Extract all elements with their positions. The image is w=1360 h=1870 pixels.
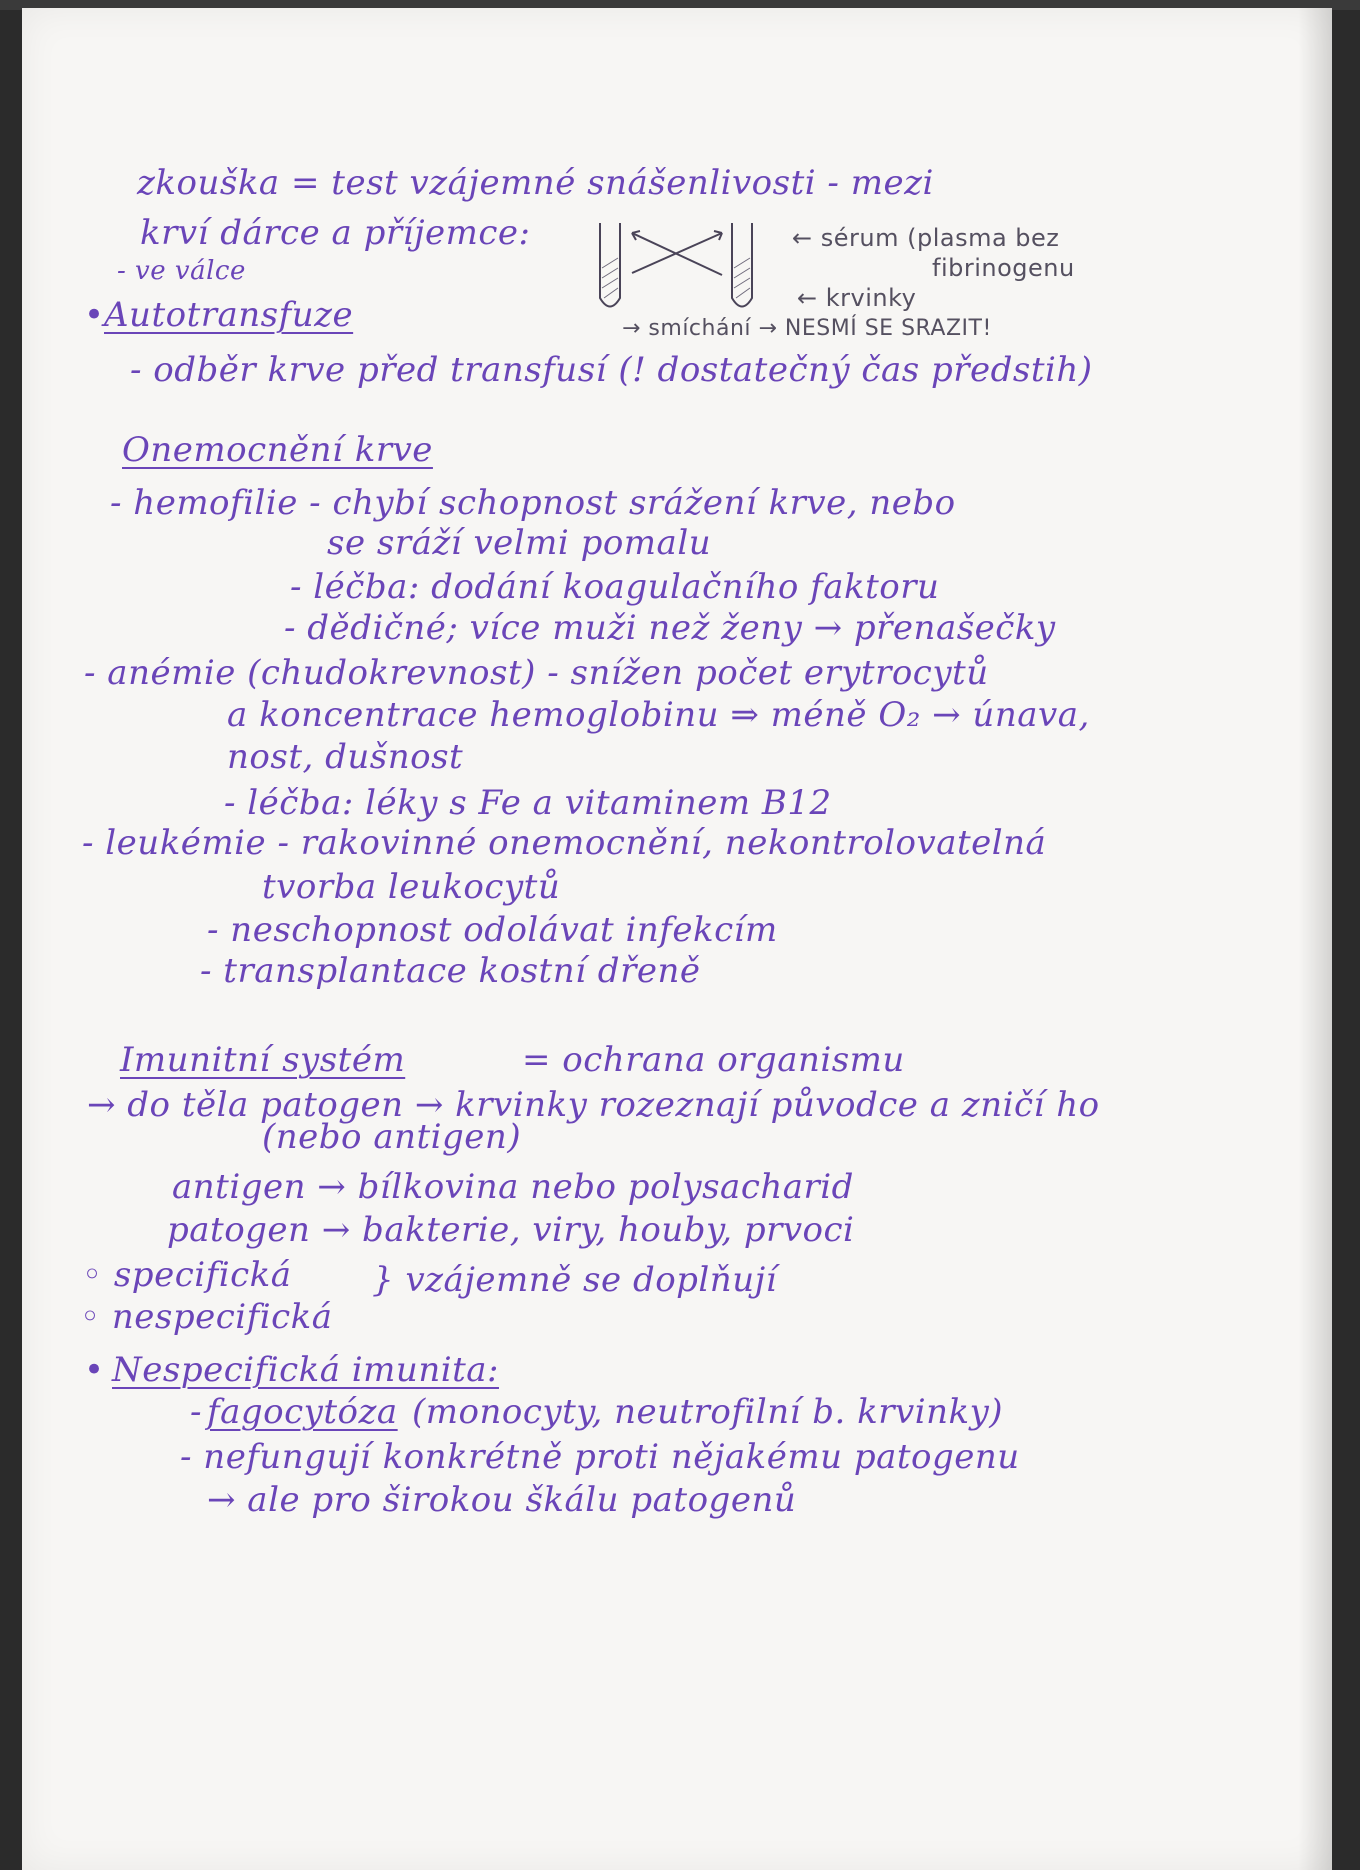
line-anemie-3: nost, dušnost	[227, 737, 464, 777]
line-hemofilie-3: - léčba: dodání koagulačního faktoru	[290, 567, 940, 607]
line-anemie-2: a koncentrace hemoglobinu ⇒ méně O₂ → únava,	[227, 695, 1090, 735]
line-leukemie-2: tvorba leukocytů	[262, 867, 561, 907]
line-imunitni-2: (nebo antigen)	[262, 1117, 522, 1157]
line-nespecificka: ◦ nespecifická	[80, 1297, 333, 1337]
line-zkouska: zkouška = test vzájemné snášenlivosti - mezi	[137, 163, 934, 203]
line-leukemie-1: - leukémie - rakovinné onemocnění, nekontrolovatelná	[82, 823, 1047, 863]
sketch-label-serum: ← sérum (plasma bez	[792, 224, 1060, 252]
binding-shadow	[1298, 8, 1332, 1870]
sketch-label-krvinky: ← krvinky	[797, 284, 917, 312]
heading-autotransfuze: Autotransfuze	[104, 295, 354, 335]
line-anemie-4: - léčba: léky s Fe a vitaminem B12	[224, 783, 832, 823]
line-fagocytoza-label: fagocytóza	[207, 1392, 398, 1432]
line-imunitni-1: → do těla patogen → krvinky rozeznají původce a zničí ho	[87, 1085, 1100, 1125]
line-krvi-darce: krví dárce a příjemce:	[140, 213, 531, 253]
line-ve-valce: - ve válce	[117, 256, 246, 286]
line-vzajemne-doplnuji: } vzájemně se doplňují	[372, 1260, 778, 1300]
fagocytoza-dash: -	[190, 1392, 202, 1432]
line-leukemie-3: - neschopnost odolávat infekcím	[207, 910, 778, 950]
test-tubes-sketch-icon	[582, 213, 782, 323]
line-leukemie-4: - transplantace kostní dřeně	[200, 951, 701, 991]
line-hemofilie-1: - hemofilie - chybí schopnost srážení krve, nebo	[110, 483, 956, 523]
line-nefunguji: - nefungují konkrétně proti nějakému patogenu	[180, 1437, 1020, 1477]
line-anemie-1: - anémie (chudokrevnost) - snížen počet erytrocytů	[84, 653, 989, 693]
line-patogen: patogen → bakterie, viry, houby, prvoci	[167, 1210, 855, 1250]
heading-nespecificka-imunita: Nespecifická imunita:	[112, 1350, 499, 1390]
sketch-label-fibrinogen: fibrinogenu	[932, 254, 1075, 282]
line-hemofilie-2: se sráží velmi pomalu	[327, 523, 712, 563]
autotransfuze-bullet: •	[84, 295, 105, 335]
notebook-page	[22, 8, 1332, 1870]
heading-onemocneni-krve: Onemocnění krve	[122, 430, 433, 470]
line-imunitni-definice: = ochrana organismu	[522, 1040, 905, 1080]
line-hemofilie-4: - dědičné; více muži než ženy → přenašečky	[284, 608, 1056, 648]
nespecificka-bullet: •	[84, 1350, 105, 1390]
heading-imunitni-system: Imunitní systém	[120, 1040, 406, 1080]
line-antigen: antigen → bílkovina nebo polysacharid	[172, 1167, 854, 1207]
line-fagocytoza-rest: (monocyty, neutrofilní b. krvinky)	[412, 1392, 1004, 1432]
line-specificka: ◦ specifická	[82, 1255, 292, 1295]
sketch-label-bottom: → smíchání → NESMÍ SE SRAZIT!	[622, 316, 992, 341]
line-autotransfuze-odber: - odběr krve před transfusí (! dostatečný čas předstih)	[130, 350, 1093, 390]
line-ale-pro: → ale pro širokou škálu patogenů	[207, 1480, 797, 1520]
